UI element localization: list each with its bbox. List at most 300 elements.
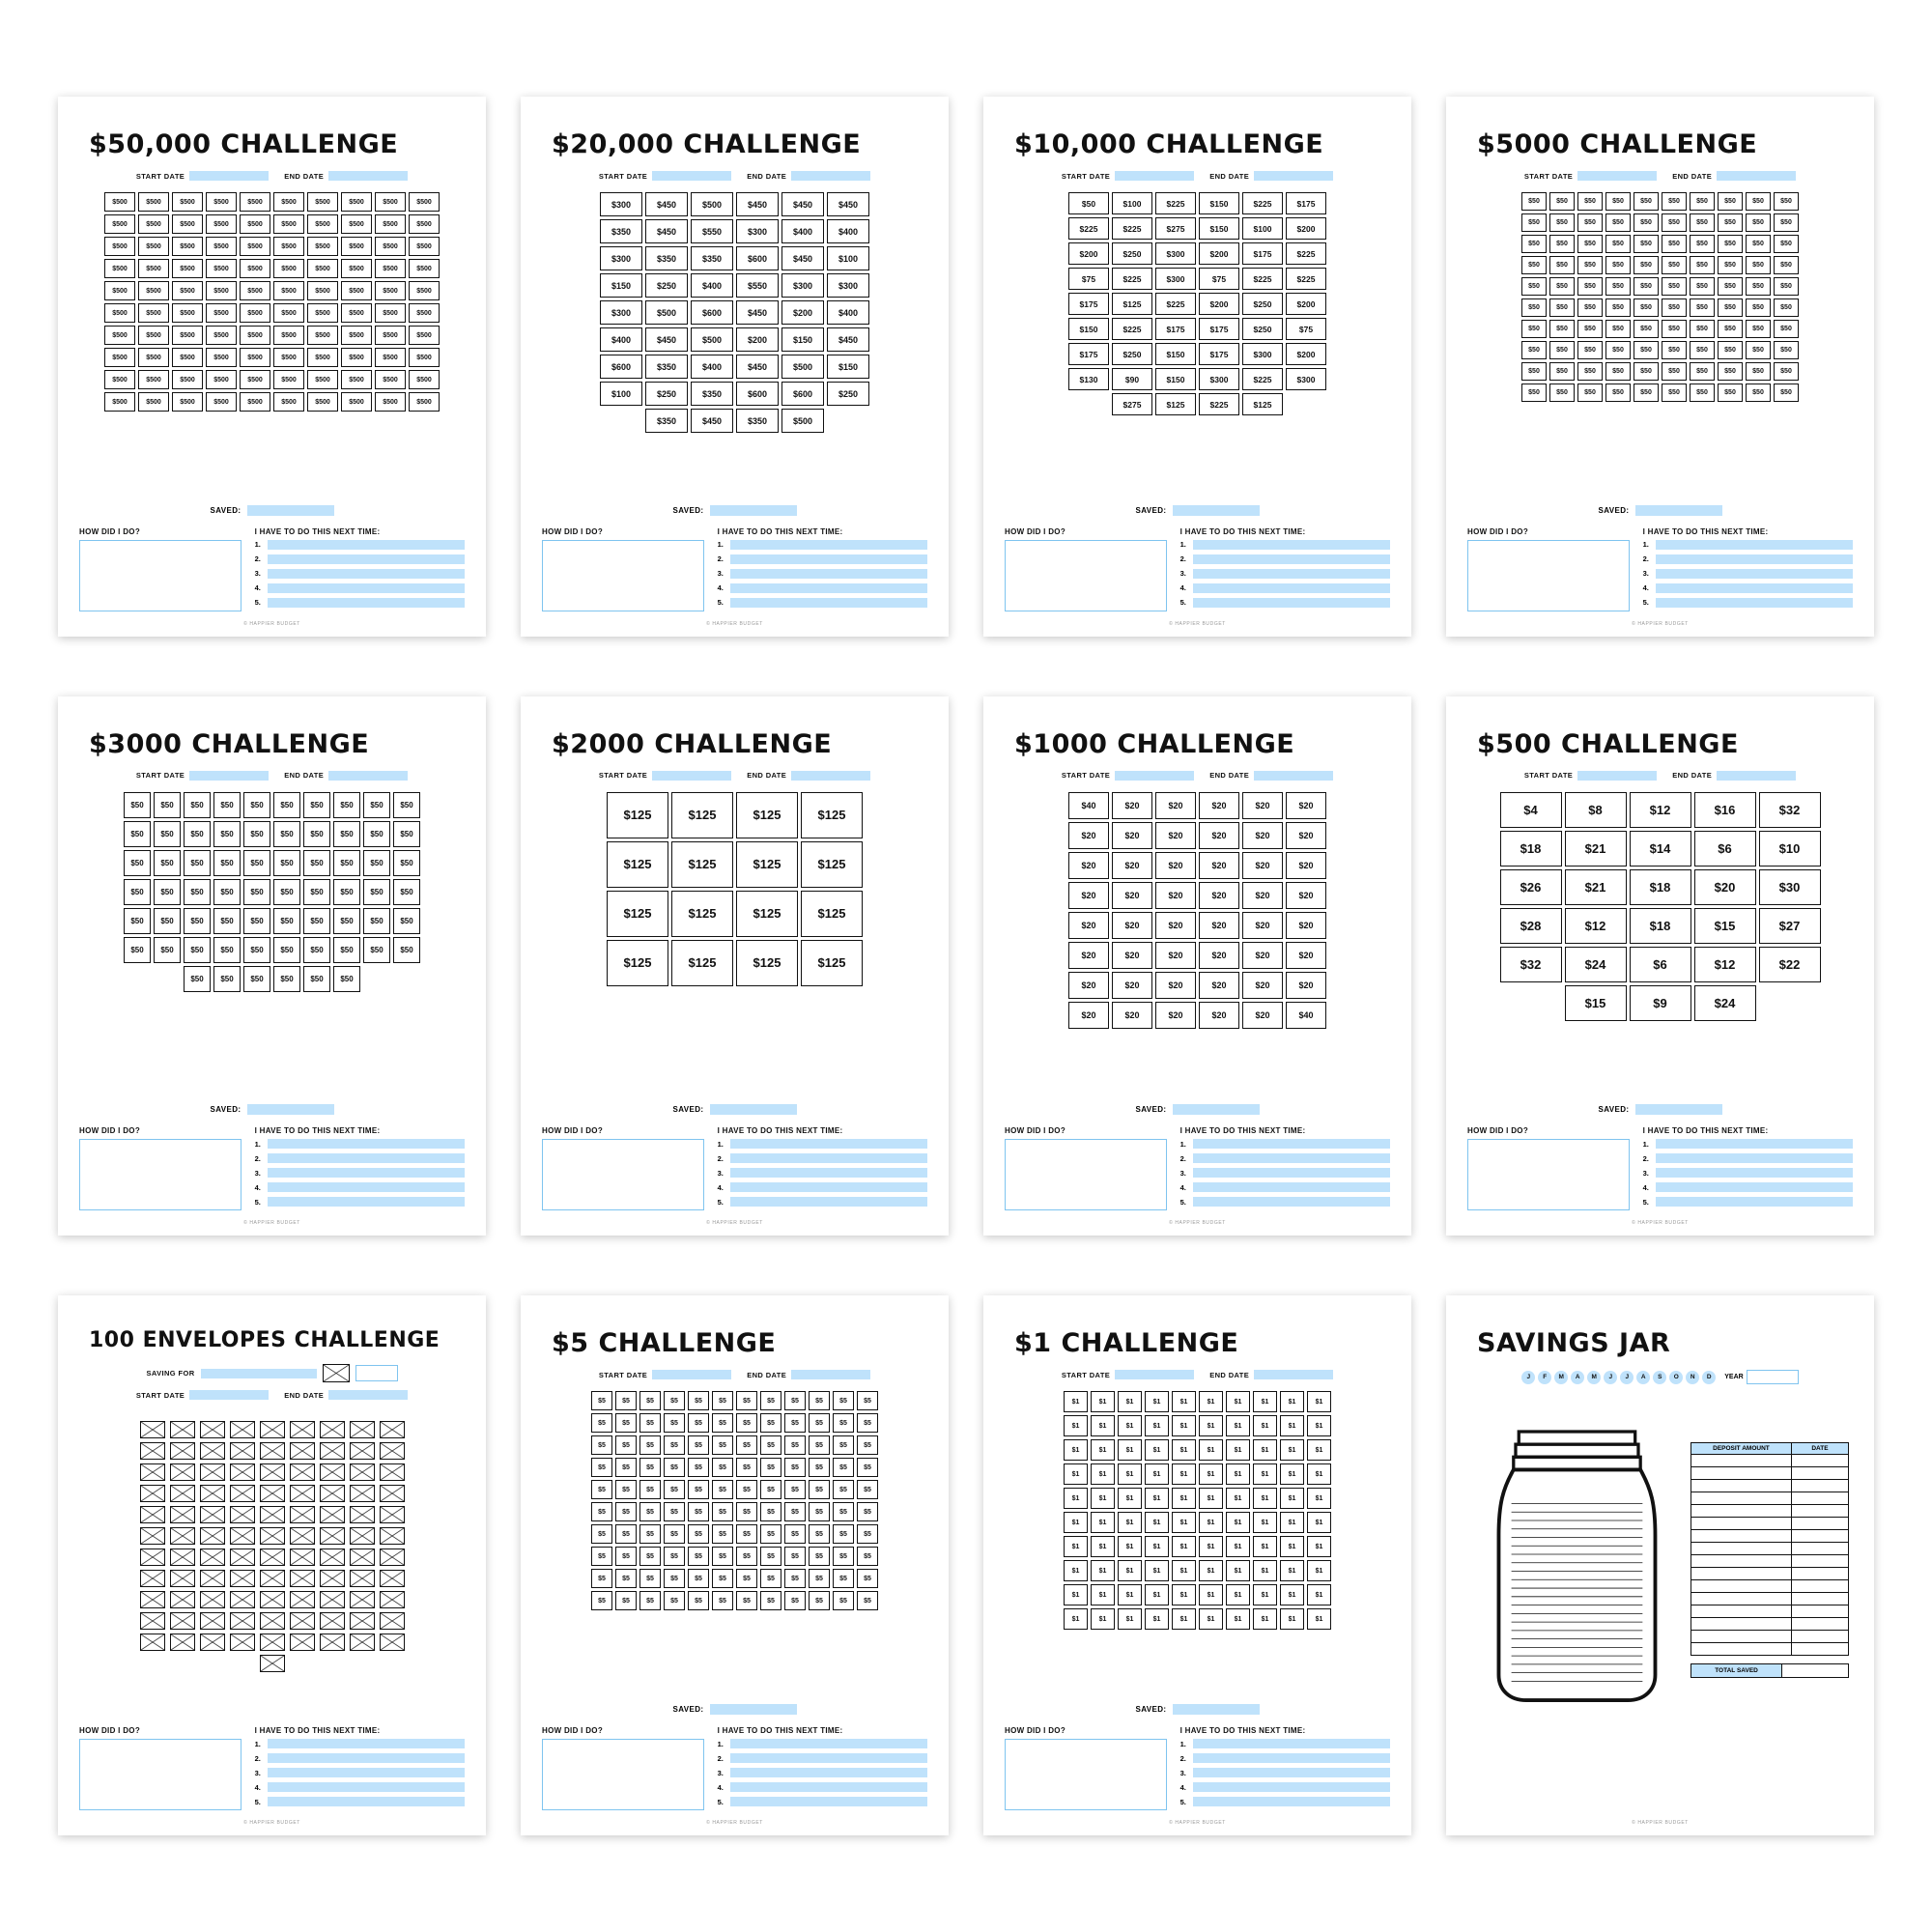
amount-cell[interactable]: $300	[827, 273, 869, 298]
amount-cell[interactable]: $500	[341, 326, 372, 345]
amount-cell[interactable]: $50	[333, 908, 360, 934]
amount-cell[interactable]: $500	[206, 192, 237, 212]
amount-cell[interactable]: $5	[591, 1569, 612, 1588]
amount-cell[interactable]: $20	[1199, 822, 1239, 849]
amount-cell[interactable]: $20	[1155, 942, 1196, 969]
amount-cell[interactable]: $5	[712, 1502, 733, 1521]
envelope-icon[interactable]	[200, 1485, 225, 1502]
amount-cell[interactable]: $50	[1549, 341, 1575, 359]
envelope-icon[interactable]	[170, 1463, 195, 1481]
amount-cell[interactable]: $5	[760, 1413, 781, 1433]
amount-cell[interactable]: $50	[184, 792, 211, 818]
amount-cell[interactable]: $450	[827, 192, 869, 216]
amount-cell[interactable]: $1	[1307, 1439, 1331, 1461]
amount-cell[interactable]: $500	[409, 237, 440, 256]
amount-cell[interactable]: $5	[615, 1458, 637, 1477]
amount-cell[interactable]: $5	[736, 1435, 757, 1455]
next-time-input[interactable]	[1193, 583, 1390, 593]
start-date-input[interactable]	[1577, 771, 1657, 781]
amount-cell[interactable]: $500	[172, 259, 203, 278]
amount-cell[interactable]: $500	[375, 370, 406, 389]
amount-cell[interactable]: $5	[760, 1502, 781, 1521]
amount-cell[interactable]: $500	[781, 355, 824, 379]
amount-cell[interactable]: $50	[124, 850, 151, 876]
month-chip[interactable]: A	[1571, 1371, 1584, 1384]
amount-cell[interactable]: $50	[333, 792, 360, 818]
amount-cell[interactable]: $20	[1694, 869, 1756, 905]
amount-cell[interactable]: $500	[409, 370, 440, 389]
next-time-input[interactable]	[730, 554, 927, 564]
amount-cell[interactable]: $50	[1774, 192, 1799, 211]
saved-input[interactable]	[1635, 505, 1722, 516]
amount-cell[interactable]: $20	[1112, 882, 1152, 909]
amount-cell[interactable]: $50	[1718, 384, 1743, 402]
start-date-input[interactable]	[1115, 771, 1194, 781]
amount-cell[interactable]: $50	[1690, 341, 1715, 359]
amount-cell[interactable]: $1	[1064, 1415, 1088, 1436]
amount-cell[interactable]: $12	[1694, 947, 1756, 982]
amount-cell[interactable]: $1	[1091, 1584, 1115, 1605]
amount-cell[interactable]: $4	[1500, 792, 1562, 828]
amount-cell[interactable]: $125	[671, 940, 733, 986]
amount-cell[interactable]: $50	[1746, 384, 1771, 402]
amount-cell[interactable]: $15	[1694, 908, 1756, 944]
amount-cell[interactable]: $16	[1694, 792, 1756, 828]
amount-cell[interactable]: $20	[1155, 792, 1196, 819]
amount-cell[interactable]: $5	[664, 1391, 685, 1410]
how-did-i-do-textarea[interactable]	[79, 1739, 242, 1810]
amount-cell[interactable]: $5	[833, 1524, 854, 1544]
amount-cell[interactable]: $1	[1064, 1463, 1088, 1485]
envelope-icon[interactable]	[320, 1570, 345, 1587]
amount-cell[interactable]: $500	[240, 392, 270, 412]
envelope-icon[interactable]	[230, 1612, 255, 1630]
amount-cell[interactable]: $90	[1112, 368, 1152, 390]
amount-cell[interactable]: $50	[393, 821, 420, 847]
amount-cell[interactable]: $1	[1091, 1439, 1115, 1461]
amount-cell[interactable]: $200	[1286, 343, 1326, 365]
amount-cell[interactable]: $1	[1307, 1488, 1331, 1509]
amount-cell[interactable]: $28	[1500, 908, 1562, 944]
amount-cell[interactable]: $20	[1199, 972, 1239, 999]
amount-cell[interactable]: $5	[712, 1547, 733, 1566]
next-time-input[interactable]	[268, 569, 465, 579]
envelope-icon[interactable]	[260, 1612, 285, 1630]
amount-cell[interactable]: $1	[1280, 1488, 1304, 1509]
amount-cell[interactable]: $450	[691, 409, 733, 433]
amount-cell[interactable]: $50	[1577, 384, 1603, 402]
amount-cell[interactable]: $500	[273, 259, 304, 278]
amount-cell[interactable]: $1	[1280, 1584, 1304, 1605]
amount-cell[interactable]: $450	[736, 300, 779, 325]
amount-cell[interactable]: $1	[1226, 1536, 1250, 1557]
deposit-amount-cell[interactable]	[1690, 1605, 1792, 1618]
amount-cell[interactable]: $100	[1242, 217, 1283, 240]
amount-cell[interactable]: $30	[1759, 869, 1821, 905]
amount-cell[interactable]: $50	[1634, 362, 1659, 381]
amount-cell[interactable]: $5	[591, 1458, 612, 1477]
amount-cell[interactable]: $150	[1199, 192, 1239, 214]
amount-cell[interactable]: $1	[1145, 1463, 1169, 1485]
deposit-amount-cell[interactable]	[1690, 1492, 1792, 1505]
amount-cell[interactable]: $1	[1091, 1391, 1115, 1412]
amount-cell[interactable]: $500	[409, 326, 440, 345]
amount-cell[interactable]: $50	[1577, 213, 1603, 232]
amount-cell[interactable]: $20	[1199, 912, 1239, 939]
amount-cell[interactable]: $1	[1199, 1415, 1223, 1436]
amount-cell[interactable]: $400	[691, 355, 733, 379]
next-time-input[interactable]	[268, 1139, 465, 1149]
deposit-date-cell[interactable]	[1792, 1618, 1849, 1631]
amount-cell[interactable]: $125	[736, 841, 798, 888]
amount-cell[interactable]: $1	[1226, 1439, 1250, 1461]
amount-cell[interactable]: $250	[645, 273, 688, 298]
amount-cell[interactable]: $50	[1549, 362, 1575, 381]
amount-cell[interactable]: $125	[801, 841, 863, 888]
amount-cell[interactable]: $20	[1112, 972, 1152, 999]
amount-cell[interactable]: $5	[639, 1547, 661, 1566]
amount-cell[interactable]: $500	[375, 392, 406, 412]
amount-cell[interactable]: $50	[1662, 277, 1687, 296]
amount-cell[interactable]: $50	[1774, 277, 1799, 296]
envelope-icon[interactable]	[140, 1570, 165, 1587]
next-time-input[interactable]	[268, 1797, 465, 1806]
amount-cell[interactable]: $50	[273, 850, 300, 876]
amount-cell[interactable]: $5	[784, 1413, 806, 1433]
amount-cell[interactable]: $50	[303, 850, 330, 876]
amount-cell[interactable]: $225	[1286, 242, 1326, 265]
amount-cell[interactable]: $75	[1199, 268, 1239, 290]
envelope-icon[interactable]	[380, 1591, 405, 1608]
envelope-icon[interactable]	[200, 1591, 225, 1608]
amount-cell[interactable]: $5	[857, 1391, 878, 1410]
next-time-input[interactable]	[730, 1797, 927, 1806]
amount-cell[interactable]: $50	[1521, 277, 1547, 296]
amount-cell[interactable]: $600	[736, 382, 779, 406]
envelope-icon[interactable]	[140, 1485, 165, 1502]
amount-cell[interactable]: $1	[1118, 1512, 1142, 1533]
amount-cell[interactable]: $1	[1118, 1415, 1142, 1436]
month-chip[interactable]: S	[1653, 1371, 1666, 1384]
amount-cell[interactable]: $5	[688, 1547, 709, 1566]
amount-cell[interactable]: $5	[664, 1524, 685, 1544]
amount-cell[interactable]: $50	[124, 937, 151, 963]
amount-cell[interactable]: $1	[1253, 1584, 1277, 1605]
amount-cell[interactable]: $50	[124, 879, 151, 905]
amount-cell[interactable]: $50	[273, 879, 300, 905]
month-chip[interactable]: F	[1538, 1371, 1551, 1384]
amount-cell[interactable]: $500	[375, 326, 406, 345]
amount-cell[interactable]: $1	[1307, 1463, 1331, 1485]
amount-cell[interactable]: $20	[1286, 792, 1326, 819]
amount-cell[interactable]: $50	[333, 966, 360, 992]
envelope-icon[interactable]	[140, 1591, 165, 1608]
amount-cell[interactable]: $50	[333, 937, 360, 963]
next-time-input[interactable]	[1193, 1753, 1390, 1763]
amount-cell[interactable]: $10	[1759, 831, 1821, 867]
amount-cell[interactable]: $1	[1172, 1391, 1196, 1412]
amount-cell[interactable]: $50	[1746, 277, 1771, 296]
amount-cell[interactable]: $275	[1155, 217, 1196, 240]
month-chip[interactable]: O	[1669, 1371, 1683, 1384]
amount-cell[interactable]: $9	[1630, 985, 1691, 1021]
amount-cell[interactable]: $1	[1145, 1584, 1169, 1605]
amount-cell[interactable]: $125	[801, 940, 863, 986]
amount-cell[interactable]: $50	[1634, 235, 1659, 253]
amount-cell[interactable]: $225	[1112, 268, 1152, 290]
how-did-i-do-textarea[interactable]	[542, 1739, 704, 1810]
amount-cell[interactable]: $200	[781, 300, 824, 325]
deposit-amount-cell[interactable]	[1690, 1530, 1792, 1543]
amount-cell[interactable]: $1	[1118, 1536, 1142, 1557]
amount-cell[interactable]: $5	[760, 1391, 781, 1410]
amount-cell[interactable]: $50	[273, 966, 300, 992]
envelope-icon[interactable]	[380, 1527, 405, 1545]
amount-cell[interactable]: $5	[833, 1502, 854, 1521]
amount-cell[interactable]: $1	[1064, 1584, 1088, 1605]
amount-cell[interactable]: $5	[712, 1591, 733, 1610]
amount-cell[interactable]: $50	[154, 908, 181, 934]
amount-cell[interactable]: $50	[363, 937, 390, 963]
envelope-icon[interactable]	[170, 1442, 195, 1460]
amount-cell[interactable]: $20	[1155, 822, 1196, 849]
amount-cell[interactable]: $50	[1662, 298, 1687, 317]
amount-cell[interactable]: $20	[1155, 1002, 1196, 1029]
next-time-input[interactable]	[1193, 1153, 1390, 1163]
envelope-icon[interactable]	[350, 1634, 375, 1651]
amount-cell[interactable]: $50	[1605, 362, 1631, 381]
amount-cell[interactable]: $5	[784, 1502, 806, 1521]
how-did-i-do-textarea[interactable]	[1005, 1739, 1167, 1810]
amount-cell[interactable]: $5	[736, 1569, 757, 1588]
amount-cell[interactable]: $1	[1226, 1415, 1250, 1436]
amount-cell[interactable]: $400	[691, 273, 733, 298]
amount-cell[interactable]: $5	[639, 1591, 661, 1610]
next-time-input[interactable]	[1193, 1782, 1390, 1792]
deposit-date-cell[interactable]	[1792, 1543, 1849, 1555]
amount-cell[interactable]: $500	[138, 392, 169, 412]
next-time-input[interactable]	[730, 583, 927, 593]
amount-cell[interactable]: $50	[1634, 256, 1659, 274]
deposit-date-cell[interactable]	[1792, 1568, 1849, 1580]
amount-cell[interactable]: $500	[138, 259, 169, 278]
amount-cell[interactable]: $500	[273, 392, 304, 412]
amount-cell[interactable]: $20	[1286, 852, 1326, 879]
amount-cell[interactable]: $200	[1199, 293, 1239, 315]
amount-cell[interactable]: $50	[363, 908, 390, 934]
amount-cell[interactable]: $21	[1565, 869, 1627, 905]
amount-cell[interactable]: $125	[671, 841, 733, 888]
amount-cell[interactable]: $500	[206, 237, 237, 256]
amount-cell[interactable]: $550	[736, 273, 779, 298]
amount-cell[interactable]: $32	[1500, 947, 1562, 982]
amount-cell[interactable]: $500	[206, 348, 237, 367]
amount-cell[interactable]: $5	[639, 1413, 661, 1433]
total-saved-value[interactable]	[1782, 1663, 1849, 1678]
amount-cell[interactable]: $20	[1242, 822, 1283, 849]
amount-cell[interactable]: $5	[664, 1547, 685, 1566]
amount-cell[interactable]: $5	[712, 1391, 733, 1410]
next-time-input[interactable]	[1656, 598, 1853, 608]
amount-cell[interactable]: $500	[240, 281, 270, 300]
amount-cell[interactable]: $1	[1064, 1512, 1088, 1533]
amount-cell[interactable]: $5	[615, 1480, 637, 1499]
amount-cell[interactable]: $6	[1630, 947, 1691, 982]
amount-cell[interactable]: $20	[1068, 852, 1109, 879]
amount-cell[interactable]: $500	[409, 192, 440, 212]
envelope-icon[interactable]	[230, 1463, 255, 1481]
envelope-icon[interactable]	[290, 1612, 315, 1630]
start-date-input[interactable]	[189, 171, 269, 181]
amount-cell[interactable]: $500	[172, 303, 203, 323]
next-time-input[interactable]	[268, 1782, 465, 1792]
amount-cell[interactable]: $50	[184, 966, 211, 992]
amount-cell[interactable]: $5	[736, 1458, 757, 1477]
amount-cell[interactable]: $50	[273, 908, 300, 934]
amount-cell[interactable]: $50	[243, 879, 270, 905]
amount-cell[interactable]: $20	[1112, 792, 1152, 819]
amount-cell[interactable]: $20	[1155, 972, 1196, 999]
envelope-icon[interactable]	[140, 1634, 165, 1651]
amount-cell[interactable]: $250	[645, 382, 688, 406]
envelope-icon[interactable]	[380, 1485, 405, 1502]
amount-cell[interactable]: $50	[1521, 213, 1547, 232]
saved-input[interactable]	[247, 505, 334, 516]
next-time-input[interactable]	[730, 1182, 927, 1192]
next-time-input[interactable]	[268, 1753, 465, 1763]
amount-cell[interactable]: $5	[784, 1524, 806, 1544]
next-time-input[interactable]	[1193, 554, 1390, 564]
amount-cell[interactable]: $200	[1286, 293, 1326, 315]
amount-cell[interactable]: $1	[1253, 1512, 1277, 1533]
amount-cell[interactable]: $5	[760, 1524, 781, 1544]
envelope-icon[interactable]	[170, 1548, 195, 1566]
amount-cell[interactable]: $500	[307, 370, 338, 389]
amount-cell[interactable]: $225	[1068, 217, 1109, 240]
amount-cell[interactable]: $50	[273, 937, 300, 963]
envelope-icon[interactable]	[200, 1612, 225, 1630]
amount-cell[interactable]: $1	[1172, 1439, 1196, 1461]
amount-cell[interactable]: $500	[206, 370, 237, 389]
amount-cell[interactable]: $1	[1118, 1439, 1142, 1461]
amount-cell[interactable]: $50	[213, 966, 241, 992]
amount-cell[interactable]: $5	[615, 1502, 637, 1521]
envelope-icon[interactable]	[170, 1612, 195, 1630]
amount-cell[interactable]: $20	[1242, 942, 1283, 969]
amount-cell[interactable]: $50	[1746, 235, 1771, 253]
next-time-input[interactable]	[1656, 1153, 1853, 1163]
amount-cell[interactable]: $1	[1199, 1608, 1223, 1630]
amount-cell[interactable]: $20	[1199, 852, 1239, 879]
amount-cell[interactable]: $400	[827, 300, 869, 325]
envelope-icon[interactable]	[170, 1634, 195, 1651]
amount-cell[interactable]: $24	[1694, 985, 1756, 1021]
next-time-input[interactable]	[268, 583, 465, 593]
amount-cell[interactable]: $50	[1549, 277, 1575, 296]
amount-cell[interactable]: $500	[138, 348, 169, 367]
amount-cell[interactable]: $5	[833, 1569, 854, 1588]
amount-cell[interactable]: $1	[1064, 1560, 1088, 1581]
amount-cell[interactable]: $20	[1199, 882, 1239, 909]
amount-cell[interactable]: $20	[1286, 942, 1326, 969]
amount-cell[interactable]: $500	[104, 348, 135, 367]
amount-cell[interactable]: $5	[615, 1524, 637, 1544]
amount-cell[interactable]: $5	[833, 1547, 854, 1566]
amount-cell[interactable]: $1	[1118, 1584, 1142, 1605]
amount-cell[interactable]: $50	[1521, 235, 1547, 253]
amount-cell[interactable]: $50	[184, 879, 211, 905]
amount-cell[interactable]: $500	[240, 370, 270, 389]
amount-cell[interactable]: $300	[736, 219, 779, 243]
amount-cell[interactable]: $1	[1307, 1560, 1331, 1581]
amount-cell[interactable]: $5	[809, 1502, 830, 1521]
amount-cell[interactable]: $5	[688, 1413, 709, 1433]
saved-input[interactable]	[247, 1104, 334, 1115]
amount-cell[interactable]: $50	[1718, 235, 1743, 253]
amount-cell[interactable]: $50	[393, 908, 420, 934]
amount-cell[interactable]: $450	[827, 327, 869, 352]
month-chip[interactable]: M	[1554, 1371, 1568, 1384]
amount-cell[interactable]: $5	[857, 1480, 878, 1499]
amount-cell[interactable]: $125	[736, 792, 798, 838]
amount-cell[interactable]: $50	[1605, 192, 1631, 211]
amount-cell[interactable]: $50	[1521, 192, 1547, 211]
amount-cell[interactable]: $50	[1690, 192, 1715, 211]
amount-cell[interactable]: $50	[1605, 384, 1631, 402]
amount-cell[interactable]: $5	[857, 1569, 878, 1588]
envelope-icon[interactable]	[380, 1506, 405, 1523]
amount-cell[interactable]: $200	[1286, 217, 1326, 240]
amount-cell[interactable]: $50	[1521, 341, 1547, 359]
amount-cell[interactable]: $50	[1774, 341, 1799, 359]
amount-cell[interactable]: $1	[1091, 1488, 1115, 1509]
saved-input[interactable]	[1635, 1104, 1722, 1115]
amount-cell[interactable]: $50	[333, 850, 360, 876]
amount-cell[interactable]: $1	[1253, 1560, 1277, 1581]
start-date-input[interactable]	[652, 171, 731, 181]
amount-cell[interactable]: $1	[1253, 1536, 1277, 1557]
amount-cell[interactable]: $5	[809, 1413, 830, 1433]
next-time-input[interactable]	[268, 1739, 465, 1748]
amount-cell[interactable]: $500	[273, 303, 304, 323]
amount-cell[interactable]: $5	[736, 1547, 757, 1566]
amount-cell[interactable]: $20	[1242, 882, 1283, 909]
amount-cell[interactable]: $5	[615, 1413, 637, 1433]
next-time-input[interactable]	[1193, 598, 1390, 608]
next-time-input[interactable]	[1656, 1139, 1853, 1149]
amount-cell[interactable]: $5	[809, 1524, 830, 1544]
amount-cell[interactable]: $1	[1226, 1512, 1250, 1533]
amount-cell[interactable]: $5	[809, 1547, 830, 1566]
deposit-amount-cell[interactable]	[1690, 1643, 1792, 1656]
amount-cell[interactable]: $500	[781, 409, 824, 433]
amount-cell[interactable]: $500	[307, 281, 338, 300]
deposit-date-cell[interactable]	[1792, 1505, 1849, 1518]
envelope-icon[interactable]	[140, 1506, 165, 1523]
amount-cell[interactable]: $24	[1565, 947, 1627, 982]
amount-cell[interactable]: $50	[1068, 192, 1109, 214]
amount-cell[interactable]: $50	[243, 908, 270, 934]
amount-cell[interactable]: $300	[600, 300, 642, 325]
amount-cell[interactable]: $50	[1662, 235, 1687, 253]
amount-cell[interactable]: $5	[712, 1458, 733, 1477]
amount-cell[interactable]: $500	[172, 281, 203, 300]
amount-cell[interactable]: $50	[1690, 362, 1715, 381]
amount-cell[interactable]: $225	[1199, 393, 1239, 415]
next-time-input[interactable]	[1193, 1768, 1390, 1777]
amount-cell[interactable]: $40	[1286, 1002, 1326, 1029]
amount-cell[interactable]: $150	[1155, 343, 1196, 365]
